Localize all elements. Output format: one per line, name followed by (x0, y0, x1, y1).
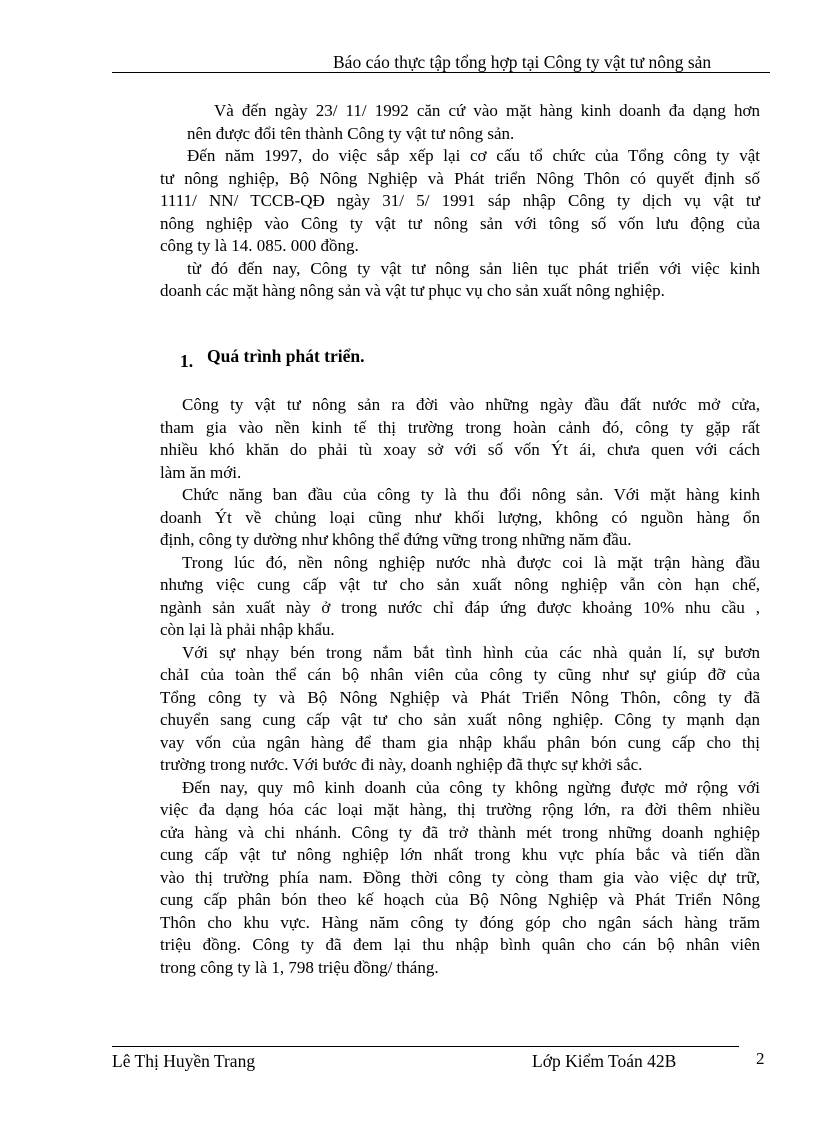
footer-class: Lớp Kiểm Toán 42B (532, 1051, 677, 1071)
text-line: triệu đồng. Công ty đã đem lại thu nhập bình quân cho cán bộ nhân viên (160, 935, 760, 954)
paragraph (160, 145, 760, 258)
text-line: nông nghiệp vào Công ty vật tư nông sản với tông số vốn lưu động của (160, 213, 760, 233)
footer-divider (112, 1046, 739, 1047)
text-line: tham gia vào nền kinh tế thị trường trong hoàn cảnh đó, công ty gặp rất (160, 417, 760, 437)
text-line: việc đa dạng hóa các loại mặt hàng, thị trường rộng lớn, ra đời thêm nhiều (160, 800, 760, 819)
text-line: Đến nay, quy mô kinh doanh của công ty không ngừng được mở rộng với (182, 777, 760, 797)
text-line: tư nông nghiệp, Bộ Nông Nghiệp và Phát triển Nông Thôn có quyết định số (160, 168, 760, 188)
paragraph (160, 258, 760, 303)
text-line: chuyển sang cung cấp vật tư cho sản xuất nông nghiệp. Công ty mạnh dạn (160, 710, 760, 729)
text-line: Thôn cho khu vực. Hàng năm công ty đóng góp cho ngân sách hàng trăm (160, 912, 760, 932)
text-line: Và đến ngày 23/ 11/ 1992 căn cứ vào mặt hàng kinh doanh đa dạng hơn (214, 101, 760, 120)
text-line: chảI của toàn thể cán bộ nhân viên của công ty cũng như sự giúp đỡ của (160, 665, 760, 684)
text-line: Trong lúc đó, nền nông nghiệp nước nhà được coi là mặt trận hàng đầu (182, 552, 760, 572)
paragraph (160, 100, 760, 145)
text-line: cung cấp vật tư nông nghiệp lớn nhất trong khu vực phía bắc và tiến dần (160, 845, 760, 864)
text-line: công ty là 14. 085. 000 đồng. (160, 236, 359, 255)
text-line: còn lại là phải nhập khẩu. (160, 620, 335, 639)
section-title: Quá trình phát triển. (207, 346, 365, 366)
intro-text (160, 100, 760, 303)
text-line: nên được đổi tên thành Công ty vật tư nông sản. (187, 123, 515, 143)
text-line: Với sự nhạy bén trong nắm bắt tình hình của các nhà quản lí, sự bươn (182, 642, 760, 662)
section-heading (180, 346, 365, 371)
text-line: 1111/ NN/ TCCB-QĐ ngày 31/ 5/ 1991 sáp nhập Công ty dịch vụ vật tư (160, 191, 760, 210)
text-line: cửa hàng và chi nhánh. Công ty đã trở thành mét trong những doanh nghiệp (160, 822, 760, 842)
page-number: 2 (756, 1049, 765, 1068)
header-title: Báo cáo thực tập tổng hợp tại Công ty vật tư nông sản (333, 52, 712, 72)
text-line: trường trong nước. Với bước đi này, doanh nghiệp đã thực sự khởi sắc. (160, 755, 643, 774)
text-line: làm ăn mới. (160, 462, 242, 482)
text-line: trong công ty là 1, 798 triệu đồng/ tháng. (160, 957, 439, 977)
text-line: từ đó đến nay, Công ty vật tư nông sản liên tục phát triển với việc kinh (187, 258, 760, 278)
paragraph (160, 777, 760, 980)
paragraph (160, 642, 760, 777)
text-line: doanh Ýt về chủng loại cũng như khối lượng, không có nguồn hàng ổn (160, 507, 760, 527)
text-line: nhưng việc cung cấp vật tư cho sản xuất nông nghiệp vẫn còn hạn chế, (160, 575, 760, 594)
text-line: Tổng công ty và Bộ Nông Nghiệp và Phát Triển Nông Thôn, công ty đã (160, 687, 760, 707)
development-text (160, 394, 760, 979)
text-line: vay vốn của ngân hàng để tham gia nhập khẩu phân bón cung cấp cho thị (160, 732, 760, 752)
text-line: định, công ty dường như không thể đứng vững trong những năm đầu. (160, 530, 632, 549)
section-number: 1. (180, 351, 194, 371)
text-line: vào thị trường phía nam. Đồng thời công ty còng tham gia vào việc dự trữ, (160, 867, 760, 887)
header-divider (112, 72, 770, 73)
text-line: ngành sản xuất này ở trong nước chỉ đáp ứng được khoảng 10% nhu cầu , (160, 597, 760, 617)
text-line: nhiều khó khăn do phải tù xoay sở với số vốn Ýt ái, chưa quen với cách (160, 440, 760, 459)
footer-author: Lê Thị Huyền Trang (112, 1051, 256, 1071)
paragraph (160, 484, 760, 552)
text-line: cung cấp phân bón theo kế hoạch của Bộ Nông Nghiệp và Phát Triển Nông (160, 890, 760, 909)
paragraph (160, 394, 760, 484)
text-line: doanh các mặt hàng nông sản và vật tư phục vụ cho sản xuất nông nghiệp. (160, 281, 665, 300)
paragraph (160, 552, 760, 642)
text-line: Chức năng ban đầu của công ty là thu đổi nông sản. Với mặt hàng kinh (182, 485, 760, 504)
text-line: Đến năm 1997, do việc sắp xếp lại cơ cấu tổ chức của Tổng công ty vật (187, 146, 760, 165)
text-line: Công ty vật tư nông sản ra đời vào những ngày đầu đất nước mở cửa, (182, 395, 760, 414)
